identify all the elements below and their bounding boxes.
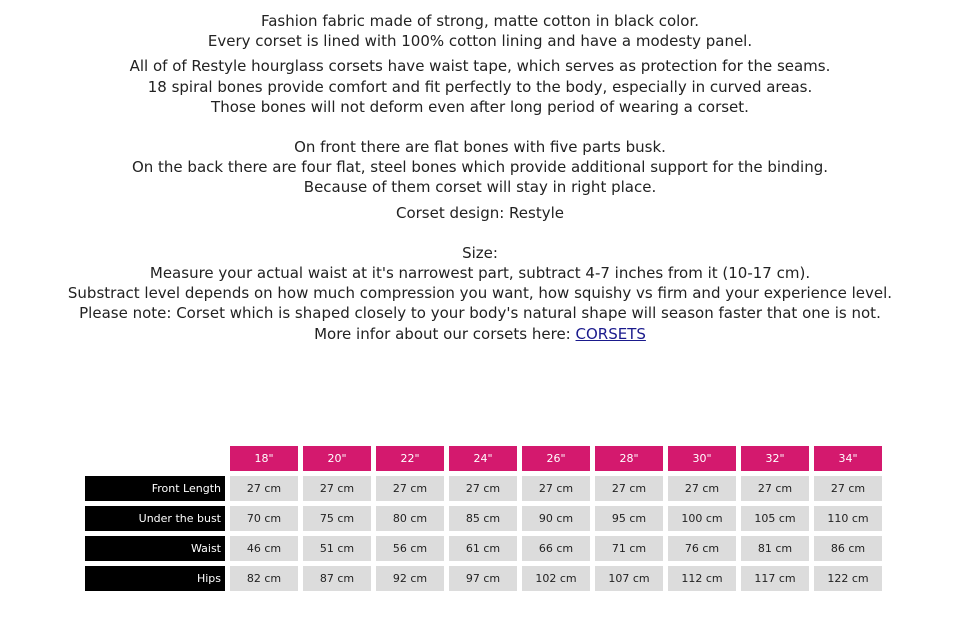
size-header-cell: 26": [522, 446, 590, 471]
size-header-cell: 22": [376, 446, 444, 471]
table-cell: 27 cm: [522, 476, 590, 501]
table-cell: 27 cm: [595, 476, 663, 501]
table-cell: 86 cm: [814, 536, 882, 561]
table-cell: 85 cm: [449, 506, 517, 531]
table-cell: 105 cm: [741, 506, 809, 531]
table-cell: 27 cm: [814, 476, 882, 501]
size-chart-table: [80, 441, 887, 596]
table-cell: 27 cm: [668, 476, 736, 501]
table-cell: 92 cm: [376, 566, 444, 591]
size-header-cell: 30": [668, 446, 736, 471]
size-header-cell: 34": [814, 446, 882, 471]
table-cell: 90 cm: [522, 506, 590, 531]
table-cell: 102 cm: [522, 566, 590, 591]
corsets-link[interactable]: CORSETS: [575, 324, 646, 343]
table-row-under-bust: [85, 506, 882, 531]
description-line: On front there are flat bones with five parts busk.: [294, 138, 666, 157]
size-header-row: [85, 446, 882, 471]
construction-paragraph: [0, 56, 960, 117]
table-cell: 66 cm: [522, 536, 590, 561]
table-cell: 80 cm: [376, 506, 444, 531]
size-heading: Size:: [462, 243, 498, 262]
table-cell: 100 cm: [668, 506, 736, 531]
row-label: Under the bust: [85, 506, 225, 531]
table-cell: 75 cm: [303, 506, 371, 531]
table-cell: 27 cm: [741, 476, 809, 501]
size-header-cell: 18": [230, 446, 298, 471]
description-line: Those bones will not deform even after long period of wearing a corset.: [211, 97, 749, 116]
table-cell: 87 cm: [303, 566, 371, 591]
description-line: On the back there are four flat, steel bones which provide additional support for the binding.: [131, 158, 829, 177]
table-cell: 71 cm: [595, 536, 663, 561]
table-cell: 27 cm: [449, 476, 517, 501]
description-line: Every corset is lined with 100% cotton lining and have a modesty panel.: [207, 32, 753, 51]
row-label: Hips: [85, 566, 225, 591]
size-header-cell: 32": [741, 446, 809, 471]
table-cell: 95 cm: [595, 506, 663, 531]
more-info-line: [0, 324, 960, 344]
size-header-cell: 24": [449, 446, 517, 471]
table-row-front-length: [85, 476, 882, 501]
table-row-hips: [85, 566, 882, 591]
table-cell: 76 cm: [668, 536, 736, 561]
table-cell: 112 cm: [668, 566, 736, 591]
table-cell: 117 cm: [741, 566, 809, 591]
table-cell: 107 cm: [595, 566, 663, 591]
size-header-cell: 20": [303, 446, 371, 471]
description-line: Fashion fabric made of strong, matte cotton in black color.: [260, 12, 700, 30]
row-label: Waist: [85, 536, 225, 561]
table-cell: 27 cm: [230, 476, 298, 501]
description-line: Because of them corset will stay in right place.: [303, 178, 657, 197]
table-cell: 46 cm: [230, 536, 298, 561]
more-info-text: More infor about our corsets here:: [314, 324, 571, 343]
table-cell: 110 cm: [814, 506, 882, 531]
table-cell: 97 cm: [449, 566, 517, 591]
table-corner: [85, 446, 225, 471]
table-cell: 70 cm: [230, 506, 298, 531]
fabric-paragraph: [0, 11, 960, 51]
size-guide-line: Substract level depends on how much compression you want, how squishy vs firm and your experience level.: [67, 284, 893, 303]
size-header-cell: 28": [595, 446, 663, 471]
size-guide-line: Please note: Corset which is shaped closely to your body's natural shape will season faster that one is not.: [79, 304, 881, 323]
size-guide-line: Measure your actual waist at it's narrowest part, subtract 4-7 inches from it (10-17 cm).: [149, 264, 811, 283]
description-line: 18 spiral bones provide comfort and fit perfectly to the body, especially in curved areas.: [147, 77, 813, 96]
size-guide: [0, 243, 960, 344]
table-cell: 56 cm: [376, 536, 444, 561]
table-cell: 27 cm: [376, 476, 444, 501]
table-cell: 51 cm: [303, 536, 371, 561]
table-row-waist: [85, 536, 882, 561]
product-description: [0, 11, 960, 344]
description-line: All of of Restyle hourglass corsets have waist tape, which serves as protection for the seams.: [129, 57, 831, 76]
table-cell: 122 cm: [814, 566, 882, 591]
design-credit: Corset design: Restyle: [395, 203, 565, 222]
table-cell: 81 cm: [741, 536, 809, 561]
row-label: Front Length: [85, 476, 225, 501]
bones-paragraph: [0, 137, 960, 198]
table-cell: 82 cm: [230, 566, 298, 591]
table-cell: 27 cm: [303, 476, 371, 501]
table-cell: 61 cm: [449, 536, 517, 561]
